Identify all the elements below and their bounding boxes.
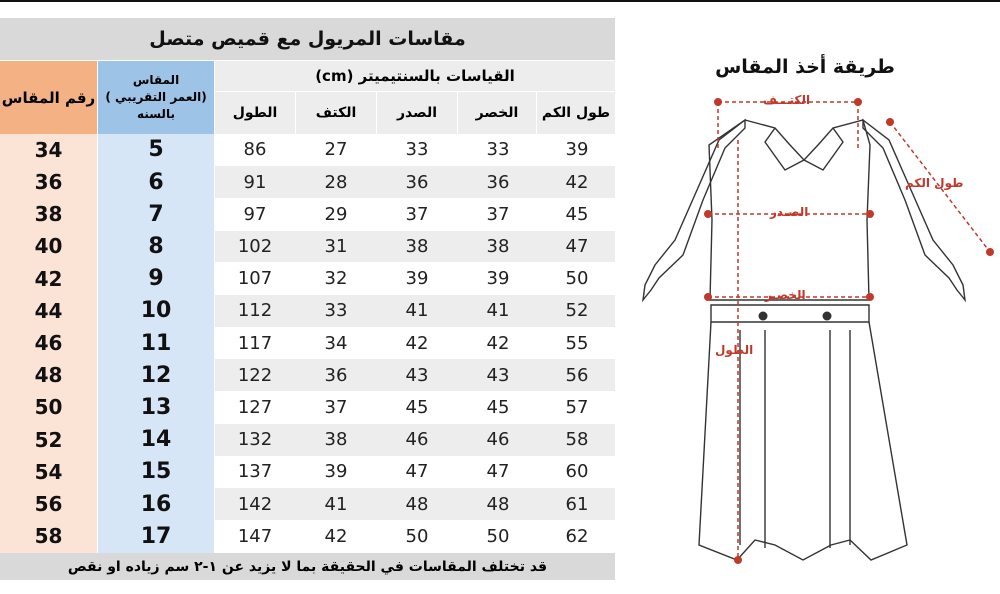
- size-age-cell: 17: [140, 523, 172, 549]
- chest-label: الصـدر: [770, 205, 809, 219]
- waist-cell: 50: [486, 525, 510, 547]
- size-number-cell: 40: [34, 234, 63, 259]
- size-age-cell: 13: [140, 394, 172, 420]
- table-row: [0, 231, 615, 263]
- sleeve-cell: 56: [565, 364, 589, 386]
- sleeve-cell: 62: [565, 525, 589, 547]
- size-number-cell: 48: [34, 363, 63, 388]
- shoulder-cell: 39: [324, 461, 348, 483]
- size-age-cell: 8: [148, 233, 164, 259]
- chest-point-left: [704, 210, 712, 218]
- size-age-header: [98, 61, 214, 134]
- sleeve-cell: 39: [565, 139, 589, 161]
- waist-cell: 43: [486, 364, 510, 386]
- length-cell: 132: [237, 429, 273, 451]
- sleeve-point-bottom: [986, 248, 994, 256]
- shoulder-cell: 41: [324, 493, 348, 515]
- chest-cell: 39: [405, 268, 429, 290]
- waist-cell: 45: [486, 396, 510, 418]
- table-row: [0, 520, 615, 552]
- sleeve-label: طول الكم: [905, 176, 964, 190]
- chest-cell: 46: [405, 429, 429, 451]
- length-cell: 117: [237, 332, 273, 354]
- sleeve-header: طول الكم: [537, 92, 615, 134]
- table-row: [0, 392, 615, 424]
- waist-cell: 46: [486, 429, 510, 451]
- sleeve-cell: 61: [565, 493, 589, 515]
- waist-cell: 47: [486, 461, 510, 483]
- size-number-cell: 52: [34, 427, 63, 452]
- size-number-cell: 36: [34, 170, 63, 195]
- table-title: مقاسات المريول مع قميص متصل: [0, 18, 615, 60]
- chest-cell: 33: [405, 139, 429, 161]
- chest-cell: 42: [405, 332, 429, 354]
- sleeve-cell: 60: [565, 461, 589, 483]
- waist-cell: 42: [486, 332, 510, 354]
- right-collar: [804, 128, 843, 170]
- size-age-cell: 9: [148, 266, 164, 292]
- size-age-cell: 7: [148, 201, 164, 227]
- shoulder-header: الكتف: [296, 92, 376, 134]
- table-row: [0, 295, 615, 327]
- size-age-header-line3: بالسنه: [137, 107, 175, 121]
- waist-cell: 39: [486, 268, 510, 290]
- measurement-diagram: [615, 0, 1000, 594]
- length-cell: 86: [243, 139, 267, 161]
- length-header: الطول: [215, 92, 295, 134]
- size-age-header-line1: المقاس: [132, 73, 180, 87]
- chest-cell: 41: [405, 300, 429, 322]
- size-number-cell: 56: [34, 492, 63, 517]
- length-cell: 91: [243, 171, 267, 193]
- shoulder-cell: 33: [324, 300, 348, 322]
- shoulder-cell: 42: [324, 525, 348, 547]
- waist-button-right: [823, 312, 832, 321]
- waist-point-left: [704, 293, 712, 301]
- shoulder-cell: 27: [324, 139, 348, 161]
- chest-cell: 37: [405, 203, 429, 225]
- length-cell: 122: [237, 364, 273, 386]
- size-table: [0, 18, 615, 580]
- sleeve-cell: 57: [565, 396, 589, 418]
- measurements-header: القياسات بالسنتيميتر (cm): [215, 61, 615, 91]
- shoulder-cell: 31: [324, 235, 348, 257]
- size-number-cell: 44: [34, 298, 63, 323]
- length-cell: 142: [237, 493, 273, 515]
- shoulder-cell: 34: [324, 332, 348, 354]
- waist-label: الخصـر: [765, 288, 806, 302]
- length-label: الطول: [715, 343, 754, 357]
- shoulder-cell: 37: [324, 396, 348, 418]
- shoulder-label: الكتـــف: [763, 93, 811, 107]
- length-cell: 127: [237, 396, 273, 418]
- chest-cell: 47: [405, 461, 429, 483]
- waist-cell: 37: [486, 203, 510, 225]
- sleeve-point-top: [886, 118, 894, 126]
- length-cell: 147: [237, 525, 273, 547]
- skirt-outline: [699, 322, 907, 560]
- length-cell: 102: [237, 235, 273, 257]
- size-number-cell: 38: [34, 202, 63, 227]
- chest-cell: 38: [405, 235, 429, 257]
- table-row: [0, 327, 615, 359]
- diagram-title: طريقة أخذ المقاس: [715, 56, 895, 78]
- sleeve-cell: 47: [565, 235, 589, 257]
- waist-button-left: [759, 312, 768, 321]
- shoulder-cell: 36: [324, 364, 348, 386]
- waist-point-right: [866, 293, 874, 301]
- right-sleeve-outline: [863, 120, 965, 300]
- size-number-header: رقم المقاس: [0, 61, 97, 134]
- waist-header: الخصر: [458, 92, 536, 134]
- waist-cell: 38: [486, 235, 510, 257]
- size-note: قد تختلف المقاسات في الحقيقة بما لا يزيد عن ١-٢ سم زياده او نقص: [0, 553, 615, 580]
- chest-cell: 43: [405, 364, 429, 386]
- chest-point-right: [866, 210, 874, 218]
- sleeve-cell: 52: [565, 300, 589, 322]
- length-cell: 137: [237, 461, 273, 483]
- size-age-cell: 11: [140, 330, 172, 356]
- size-number-cell: 42: [34, 266, 63, 291]
- chest-cell: 36: [405, 171, 429, 193]
- size-number-cell: 54: [34, 459, 63, 484]
- length-cell: 112: [237, 300, 273, 322]
- size-age-cell: 5: [148, 137, 164, 163]
- table-row: [0, 166, 615, 198]
- waist-cell: 41: [486, 300, 510, 322]
- size-age-cell: 15: [140, 459, 172, 485]
- length-cell: 107: [237, 268, 273, 290]
- skirt-pleats: [740, 330, 850, 548]
- size-age-header-line2: (العمر التقريبي ): [105, 90, 207, 104]
- waist-cell: 33: [486, 139, 510, 161]
- size-age-cell: 14: [140, 427, 172, 453]
- sleeve-cell: 50: [565, 268, 589, 290]
- size-age-cell: 16: [140, 491, 172, 517]
- sleeve-cell: 45: [565, 203, 589, 225]
- size-number-cell: 50: [34, 395, 63, 420]
- size-number-cell: 58: [34, 524, 63, 549]
- table-row: [0, 456, 615, 488]
- dress-illustration: [615, 0, 1000, 594]
- chest-cell: 48: [405, 493, 429, 515]
- size-age-cell: 10: [140, 298, 172, 324]
- table-row: [0, 488, 615, 520]
- left-collar: [765, 128, 804, 170]
- table-row: [0, 263, 615, 295]
- sleeve-cell: 42: [565, 171, 589, 193]
- size-age-cell: 12: [140, 362, 172, 388]
- chest-header: الصدر: [377, 92, 457, 134]
- shoulder-cell: 28: [324, 171, 348, 193]
- table-row: [0, 424, 615, 456]
- shoulder-cell: 32: [324, 268, 348, 290]
- chest-cell: 45: [405, 396, 429, 418]
- chest-cell: 50: [405, 525, 429, 547]
- table-row: [0, 359, 615, 391]
- left-sleeve-outline: [643, 120, 745, 300]
- sleeve-cell: 58: [565, 429, 589, 451]
- length-cell: 97: [243, 203, 267, 225]
- size-number-cell: 46: [34, 331, 63, 356]
- waistband: [711, 305, 869, 322]
- sleeve-cell: 55: [565, 332, 589, 354]
- waist-cell: 36: [486, 171, 510, 193]
- table-row: [0, 134, 615, 166]
- size-age-cell: 6: [148, 169, 164, 195]
- waist-cell: 48: [486, 493, 510, 515]
- length-point-bottom: [734, 556, 742, 564]
- shoulder-cell: 38: [324, 429, 348, 451]
- shoulder-cell: 29: [324, 203, 348, 225]
- table-row: [0, 198, 615, 230]
- size-number-cell: 34: [34, 137, 63, 162]
